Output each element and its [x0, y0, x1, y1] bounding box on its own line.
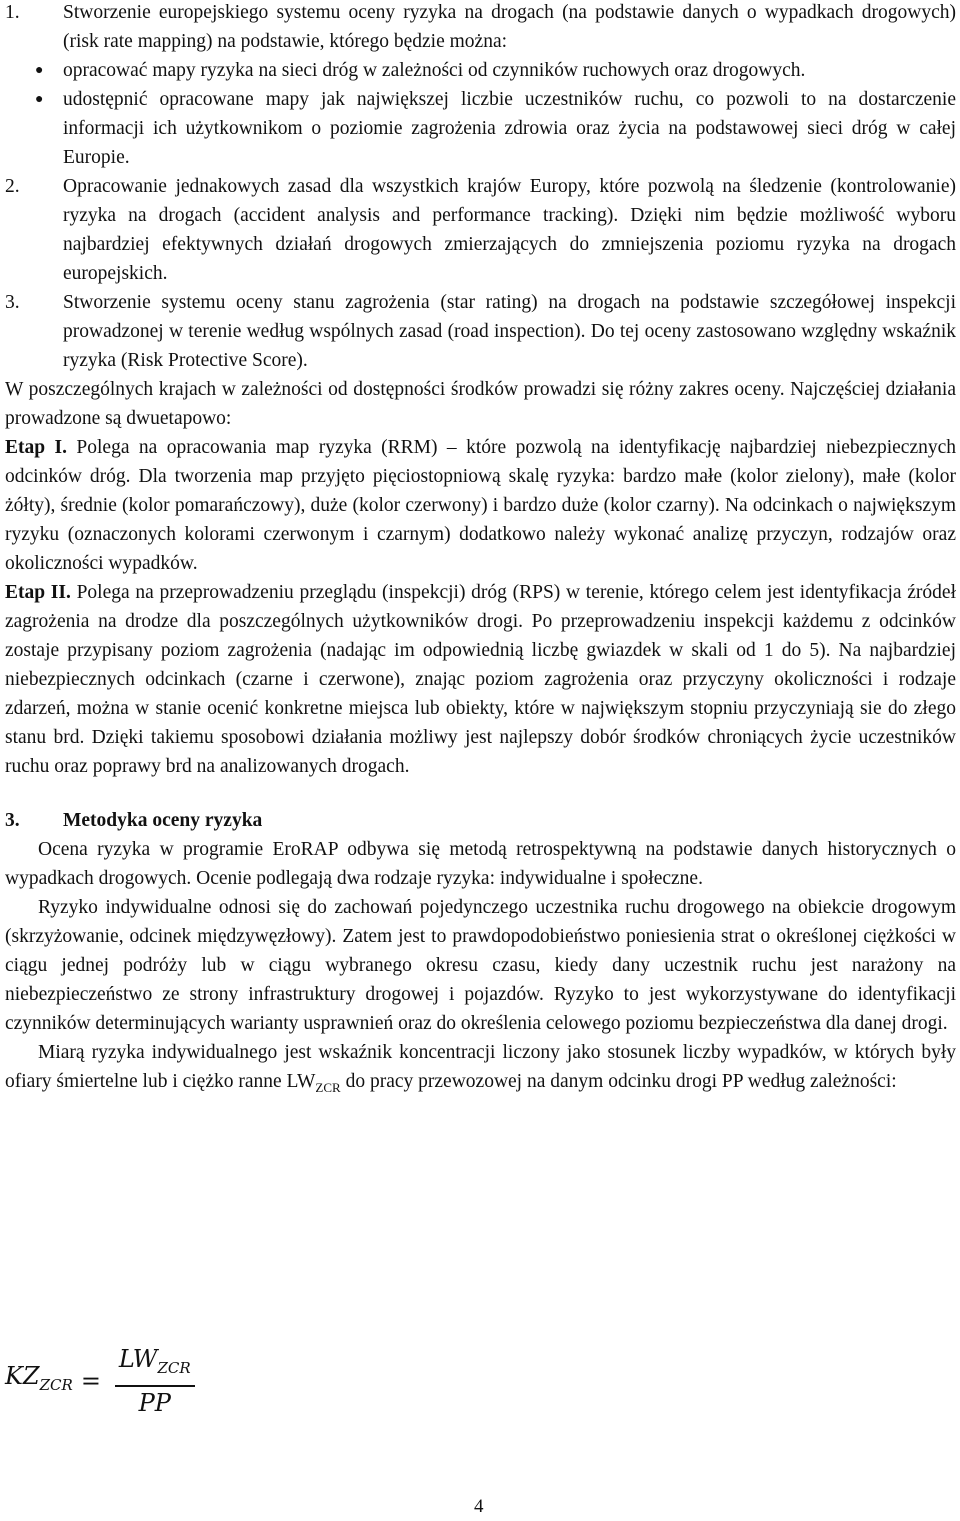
list-text: Stworzenie europejskiego systemu oceny ryzyka na drogach (na podstawie danych o wypadkach drogowych) (risk rate mapping) na podstawie, którego będzie można:: [63, 2, 956, 52]
list-item-3: [5, 288, 956, 375]
list-number: 2.: [5, 176, 20, 197]
bullet-item: ● udostępnić opracowane mapy jak największej liczbie uczestników ruchu, co pozwoli to na dostarczenie informacji ich użytkownikom o poziomie zagrożenia zdrowia oraz życia na podstawowej sieci dróg w całej Europie.: [35, 85, 956, 172]
section-title: Metodyka oceny ryzyka: [63, 810, 263, 831]
bullet-list: [35, 56, 956, 172]
formula-fraction: [115, 1345, 195, 1418]
list-number: 1.: [5, 2, 20, 23]
list-item-2: [5, 172, 956, 288]
numerator: $LW_{ZCR}$: [118, 1345, 191, 1377]
page-number: 4: [474, 1496, 484, 1517]
paragraph: Miarą ryzyka indywidualnego jest wskaźnik koncentracji liczony jako stosunek liczby wypadków, w których były ofiary śmiertelne lub i ciężko ranne $LW_{ZCR}$ do pracy przewozowej na danym odcinku drogi PP według zależności:: [5, 1042, 956, 1095]
section-number: 3.: [5, 810, 20, 831]
bullet-icon: ●: [35, 63, 44, 78]
formula-lhs: $KZ_{ZCR}$: [5, 1362, 73, 1395]
etap-1-label: Etap I.: [5, 437, 67, 458]
paragraph: Ryzyko indywidualne odnosi się do zachowań pojedynczego uczestnika ruchu drogowego na obiekcie drogowym (skrzyżowanie, odcinek międzywęzłowy). Zatem jest to prawdopodobieństwo poniesienia strat o określonej ciężkości w ciągu jednej podróży lub w ciągu wybranego okresu czasu, kiedy dany uczestnik ruchu jest narażony na niebezpieczeństwo ze strony infrastruktury drogowej i pojazdów. Ryzyko to jest wykorzystywane do identyfikacji czynników determinujących warianty usprawnień oraz do określenia celowego poziomu bezpieczeństwa dla danej drogi.: [5, 897, 956, 1034]
formula: [5, 1345, 195, 1418]
bullet-item: ● opracować mapy ryzyka na sieci dróg w zależności od czynników ruchowych oraz drogowych.: [35, 56, 956, 85]
etap-2-paragraph: Etap II. Polega na przeprowadzeniu przeglądu (inspekcji) dróg (RPS) w terenie, którego celem jest identyfikacja źródeł zagrożenia na drodze dla poszczególnych użytkowników drogi. Po przeprowadzeniu inspekcji każdemu z odcinków zostaje przypisany poziom zagrożenia (nadając im odpowiednią liczbę gwiazdek w skali od 1 do 5). Na najbardziej niebezpiecznych odcinkach (czarne i czerwone), znając poziom zagrożenia oraz przyczyny okoliczności i rodzaje zdarzeń, można w stanie ocenić konkretne miejsca lub obiekty, które w największym stopniu przyczyniają sie do złego stanu brd. Dzięki takiemu sposobowi działania możliwy jest najlepszy dobór środków chroniących życie uczestników ruchu oraz poprawy brd na analizowanych drogach.: [5, 582, 957, 777]
document-page: [5, 0, 956, 1102]
subscript: ZCR: [315, 1079, 341, 1095]
list-text: Stworzenie systemu oceny stanu zagrożenia (star rating) na drogach na podstawie szczegółowej inspekcji prowadzonej w terenie według wspólnych zasad (road inspection). Do tej oceny zastosowano względny wskaźnik ryzyka (Risk Protective Score).: [63, 292, 956, 371]
equals-sign: =: [80, 1366, 101, 1395]
list-item-1: [5, 0, 956, 56]
paragraph: Ocena ryzyka w programie EroRAP odbywa się metodą retrospektywną na podstawie danych historycznych o wypadkach drogowych. Ocenie podlegają dwa rodzaje ryzyka: indywidualne i społeczne.: [5, 839, 956, 889]
list-number: 3.: [5, 292, 20, 313]
list-text: Opracowanie jednakowych zasad dla wszystkich krajów Europy, które pozwolą na śledzenie (kontrolowanie) ryzyka na drogach (accident analysis and performance tracking). Dzięki nim będzie możliwość wyboru najbardziej efektywnych działań drogowych zmierzających do zmniejszenia poziomu ryzyka na drogach europejskich.: [63, 176, 956, 284]
etap-1-paragraph: Etap I. Polega na opracowania map ryzyka (RRM) – które pozwolą na identyfikację najbardziej niebezpiecznych odcinków dróg. Dla tworzenia map przyjęto pięciostopniową skalę ryzyka: bardzo małe (kolor zielony), małe (kolor żółty), średnie (kolor pomarańczowy), duże (kolor czerwony) i bardzo duże (kolor czarny). Na odcinkach o największym ryzyku (oznaczonych kolorami czerwonym i czarnym) dodatkowo należy wykonać analizę przyczyn, rodzajów oraz okoliczności wypadków.: [5, 437, 956, 574]
denominator: PP: [138, 1388, 171, 1417]
bullet-icon: ●: [35, 92, 44, 107]
section-heading: [5, 806, 956, 835]
intro-paragraph: W poszczególnych krajach w zależności od dostępności środków prowadzi się różny zakres oceny. Najczęściej działania prowadzone są dwuetapowo:: [5, 379, 956, 429]
etap-2-label: Etap II.: [5, 582, 71, 603]
